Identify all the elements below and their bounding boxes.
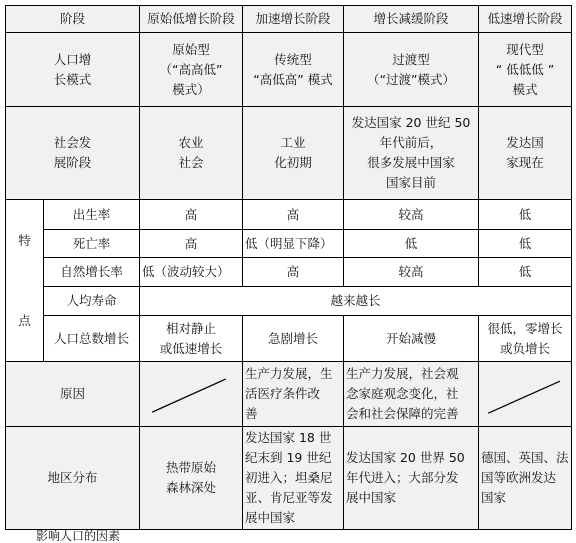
pattern-primitive: 原始型 （“高高低” 模式） <box>140 33 243 107</box>
features-group-label: 特 点 <box>6 200 44 362</box>
death-rate-low: 低 <box>479 230 572 258</box>
natural-growth-primitive: 低（波动较大） <box>140 258 243 287</box>
natural-growth-accelerating: 高 <box>243 258 344 287</box>
reason-slowing: 生产力发展，社会观 念家庭观念变化，社 会和社会保障的完善 <box>344 362 479 427</box>
death-rate-row <box>6 230 572 258</box>
social-slowing: 发达国家 20 世纪 50 年代前后， 很多发展中国家 国家目前 <box>344 107 479 200</box>
header-primitive: 原始低增长阶段 <box>140 6 243 33</box>
header-low: 低速增长阶段 <box>479 6 572 33</box>
total-growth-label: 人口总数增长 <box>44 316 140 362</box>
social-primitive: 农业 社会 <box>140 107 243 200</box>
header-row <box>6 6 572 33</box>
pattern-label: 人口增 长模式 <box>6 33 140 107</box>
life-expectancy-row <box>6 287 572 316</box>
header-slowing: 增长减缓阶段 <box>344 6 479 33</box>
birth-rate-label: 出生率 <box>44 200 140 230</box>
reason-accelerating: 生产力发展，生 活医疗条件改 善 <box>243 362 344 427</box>
region-slowing: 发达国家 20 世界 50 年代进入；大部分发 展中国家 <box>344 427 479 530</box>
death-rate-label: 死亡率 <box>44 230 140 258</box>
life-expectancy-label: 人均寿命 <box>44 287 140 316</box>
birth-rate-low: 低 <box>479 200 572 230</box>
reason-row <box>6 362 572 427</box>
footer-fragment: 影响人口的因素 <box>36 529 121 543</box>
diagonal-slash-icon <box>479 362 571 426</box>
region-low: 德国、英国、法 国等欧洲发达 国家 <box>479 427 572 530</box>
pattern-row <box>6 33 572 107</box>
natural-growth-row <box>6 258 572 287</box>
total-growth-accelerating: 急剧增长 <box>243 316 344 362</box>
natural-growth-label: 自然增长率 <box>44 258 140 287</box>
social-low: 发达国 家现在 <box>479 107 572 200</box>
reason-low-empty <box>479 362 572 427</box>
pattern-transitional: 过渡型 （“过渡”模式） <box>344 33 479 107</box>
death-rate-primitive: 高 <box>140 230 243 258</box>
total-growth-row <box>6 316 572 362</box>
life-expectancy-value: 越来越长 <box>140 287 572 316</box>
natural-growth-slowing: 较高 <box>344 258 479 287</box>
social-accelerating: 工业 化初期 <box>243 107 344 200</box>
pattern-traditional: 传统型 “高低高” 模式 <box>243 33 344 107</box>
death-rate-slowing: 低 <box>344 230 479 258</box>
birth-rate-slowing: 较高 <box>344 200 479 230</box>
birth-rate-primitive: 高 <box>140 200 243 230</box>
natural-growth-low: 低 <box>479 258 572 287</box>
reason-primitive-empty <box>140 362 243 427</box>
social-row <box>6 107 572 200</box>
header-stage: 阶段 <box>6 6 140 33</box>
region-primitive: 热带原始 森林深处 <box>140 427 243 530</box>
header-accelerating: 加速增长阶段 <box>243 6 344 33</box>
reason-label: 原因 <box>6 362 140 427</box>
total-growth-primitive: 相对静止 或低速增长 <box>140 316 243 362</box>
pattern-modern: 现代型 “ 低低低 ” 模式 <box>479 33 572 107</box>
birth-rate-row <box>6 200 572 230</box>
population-growth-table-container <box>5 5 572 530</box>
region-label: 地区分布 <box>6 427 140 530</box>
diagonal-slash-icon <box>140 362 242 426</box>
total-growth-slowing: 开始减慢 <box>344 316 479 362</box>
birth-rate-accelerating: 高 <box>243 200 344 230</box>
region-accelerating: 发达国家 18 世 纪末到 19 世纪 初进入；坦桑尼 亚、肯尼亚等发 展中国家 <box>243 427 344 530</box>
death-rate-accelerating: 低（明显下降） <box>243 230 344 258</box>
population-growth-table <box>5 5 572 530</box>
total-growth-low: 很低，零增长 或负增长 <box>479 316 572 362</box>
social-label: 社会发 展阶段 <box>6 107 140 200</box>
region-row <box>6 427 572 530</box>
